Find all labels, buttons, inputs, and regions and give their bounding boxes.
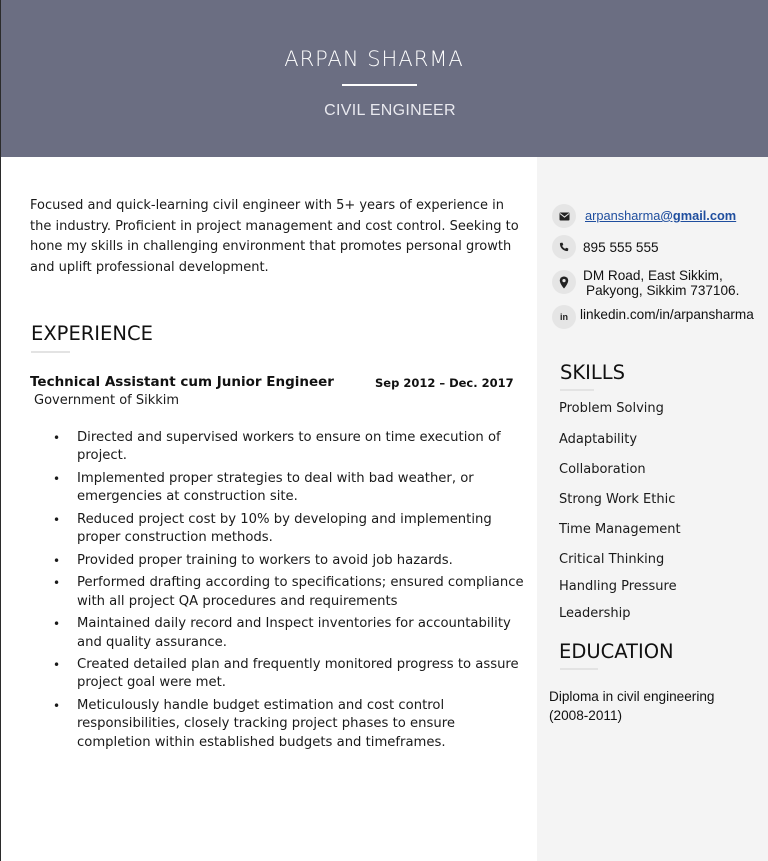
list-item: [49, 470, 527, 507]
education-years: (2008-2011): [549, 707, 623, 723]
linkedin-icon: in: [552, 305, 576, 329]
contact-phone-row: [552, 235, 762, 259]
skill-item: Time Management: [559, 522, 681, 537]
bullet-icon: •: [53, 576, 61, 591]
job-responsibilities-list: [49, 429, 527, 756]
experience-heading-rule: [31, 351, 70, 353]
education-heading: EDUCATION: [559, 640, 674, 663]
bullet-icon: •: [53, 617, 61, 632]
experience-heading: EXPERIENCE: [31, 322, 153, 345]
bullet-icon: •: [53, 553, 61, 568]
list-item-text: Meticulously handle budget estimation and cost control responsibilities, closely tracking project phases to ensure completion within established budgets and timeframes.: [77, 697, 455, 750]
skill-item: Problem Solving: [559, 401, 664, 416]
list-item: [49, 697, 527, 752]
skills-heading-rule: [560, 389, 594, 391]
contact-email-row: [552, 204, 762, 228]
skill-item: Handling Pressure: [559, 579, 677, 594]
email-link[interactable]: arpansharma@gmail.com: [585, 208, 737, 223]
address-line-2: Pakyong, Sikkim 737106.: [586, 283, 740, 298]
phone-number: 895 555 555: [583, 240, 659, 255]
bullet-icon: •: [53, 698, 61, 713]
skills-heading: SKILLS: [560, 361, 626, 384]
list-item: [49, 429, 527, 466]
list-item-text: Created detailed plan and frequently monitored progress to assure project goal were met.: [77, 657, 519, 691]
list-item-text: Directed and supervised workers to ensure on time execution of project.: [77, 430, 501, 464]
list-item-text: Reduced project cost by 10% by developing and implementing proper construction methods.: [77, 511, 492, 546]
sidebar: [537, 157, 768, 861]
skill-item: Critical Thinking: [559, 552, 665, 567]
bullet-icon: •: [53, 431, 61, 445]
bullet-icon: •: [53, 658, 61, 673]
bullet-icon: •: [53, 512, 61, 527]
name-underline: [342, 84, 417, 86]
list-item: [49, 511, 527, 548]
profile-summary: Focused and quick-learning civil engineer with 5+ years of experience in the industry. Proficient in project management and cost control. Seeking to hone my skills in challenging environment that promotes personal growth and uplift professional development.: [30, 198, 519, 276]
list-item: [49, 615, 527, 652]
education-degree: Diploma in civil engineering: [549, 689, 715, 704]
education-heading-rule: [560, 668, 598, 670]
bullet-icon: •: [53, 471, 61, 486]
education-entry: [549, 688, 759, 725]
linkedin-link[interactable]: linkedin.com/in/arpansharma: [580, 307, 754, 322]
job-employer: Government of Sikkim: [34, 393, 180, 408]
skill-item: Leadership: [559, 606, 631, 621]
job-dates: Sep 2012 – Dec. 2017: [375, 376, 514, 390]
address-line-1: DM Road, East Sikkim,: [583, 268, 723, 283]
phone-icon: [552, 235, 576, 259]
list-item: [49, 574, 527, 611]
list-item-text: Provided proper training to workers to avoid job hazards.: [77, 552, 453, 568]
contact-address-row: [552, 268, 762, 304]
job-title: Technical Assistant cum Junior Engineer: [30, 374, 334, 390]
skill-item: Strong Work Ethic: [559, 492, 676, 507]
list-item: [49, 656, 527, 693]
email-icon: [552, 204, 576, 228]
contact-linkedin-row: [552, 305, 762, 329]
candidate-name: ARPAN SHARMA: [284, 47, 464, 71]
list-item-text: Performed drafting according to specifications; ensured compliance with all project QA procedures and requirements: [77, 575, 524, 609]
resume-header: [1, 0, 768, 157]
location-pin-icon: [552, 270, 576, 294]
skill-item: Collaboration: [559, 462, 646, 477]
list-item-text: Maintained daily record and Inspect inventories for accountability and quality assurance.: [77, 616, 511, 650]
candidate-role: CIVIL ENGINEER: [324, 102, 456, 119]
list-item: [49, 552, 527, 570]
list-item-text: Implemented proper strategies to deal with bad weather, or emergencies at construction site.: [77, 470, 474, 505]
skill-item: Adaptability: [559, 432, 638, 447]
